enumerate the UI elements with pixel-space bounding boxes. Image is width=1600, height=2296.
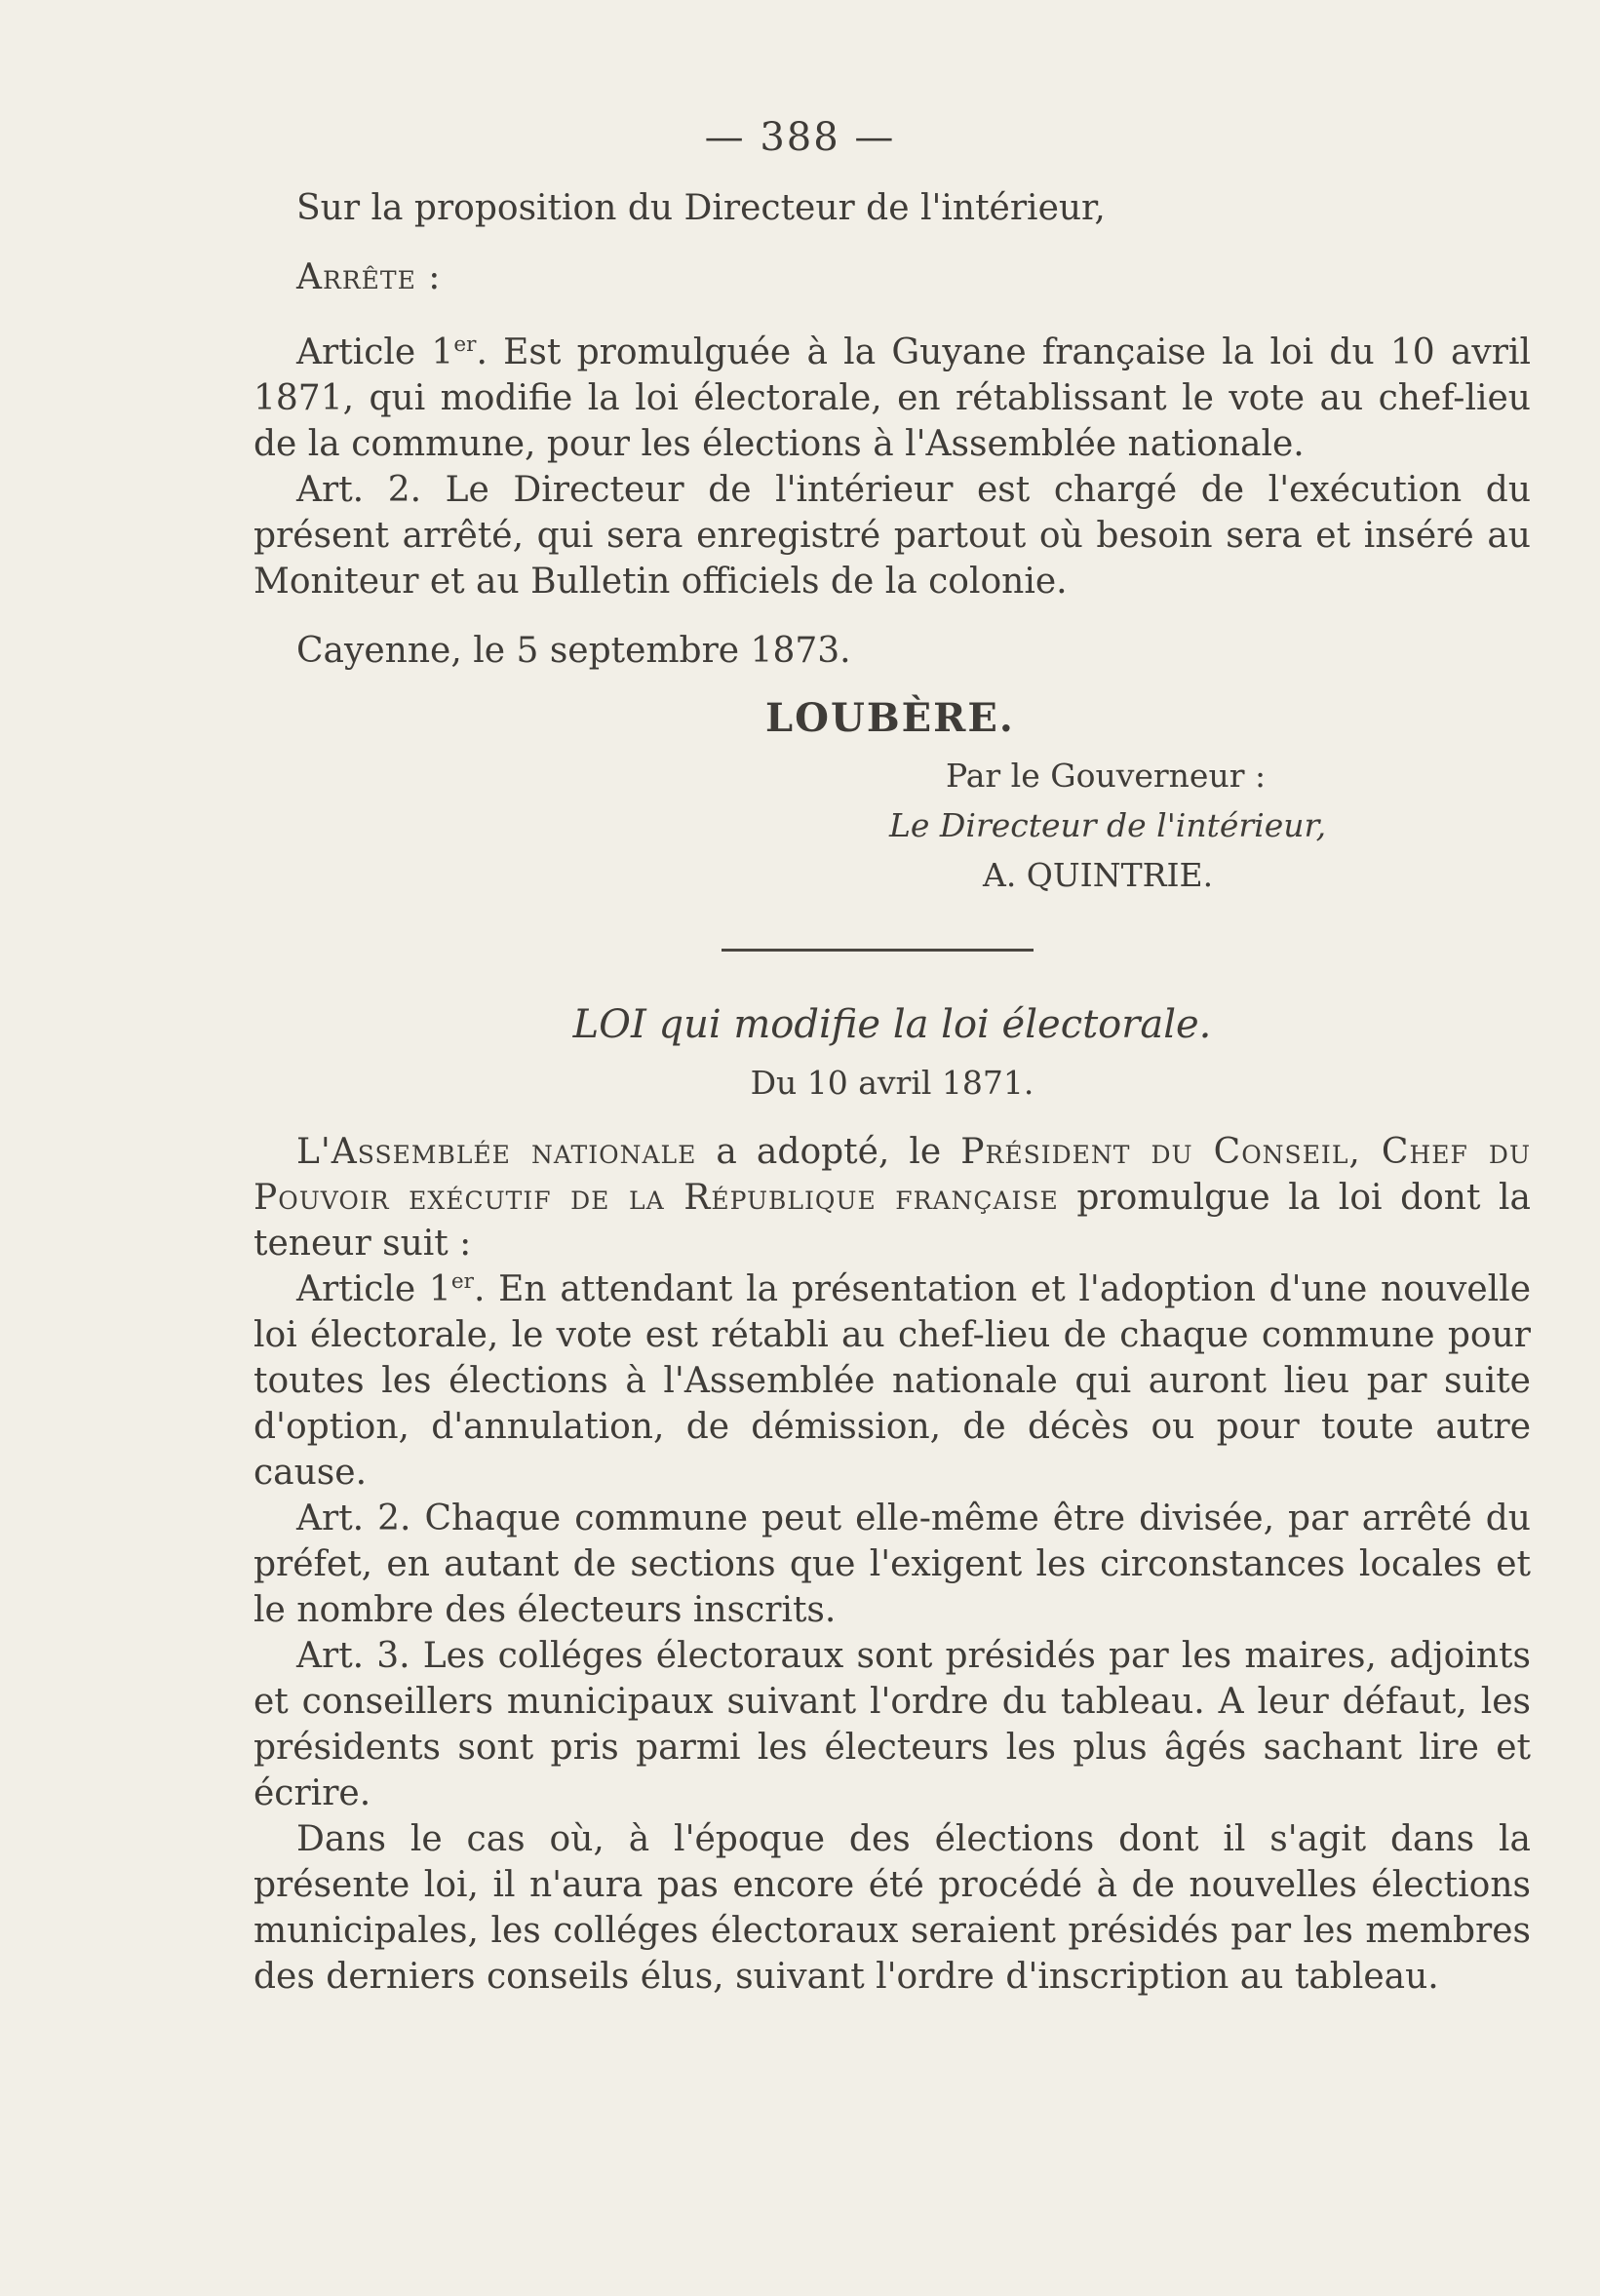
decree-article-1 xyxy=(254,330,1531,467)
law-article-1 xyxy=(254,1266,1531,1496)
decree-director-name: A. QUINTRIE. xyxy=(983,856,1214,894)
law-intro-mid: a adopté, le xyxy=(696,1132,961,1172)
section-divider xyxy=(722,949,1034,952)
decree-director-title: Le Directeur de l'intérieur, xyxy=(889,806,1327,844)
decree-signer: LOUBÈRE. xyxy=(765,695,1015,741)
law-title-loi: LOI xyxy=(572,1002,646,1047)
decree-place-date: Cayenne, le 5 septembre 1873. xyxy=(296,631,851,671)
decree-article-1-text: . Est promulguée à la Guyane française la loi du 10 avril 1871, qui modifie la loi électorale, en rétablissant le vote au chef-lieu de la commune, pour les élections à l'Assemblée nationale. xyxy=(254,332,1532,464)
decree-article-1-sup: er xyxy=(453,332,477,357)
law-title xyxy=(254,1002,1531,1048)
decree-by-line: Par le Gouverneur : xyxy=(946,757,1267,795)
law-intro-assemblee: L'Assemblée nationale xyxy=(296,1132,697,1172)
law-article-3: Art. 3. Les colléges électoraux sont présidés par les maires, adjoints et conseillers municipaux suivant l'ordre du tableau. A leur défaut, les présidents sont pris parmi les électeurs les plus âgés sachant lire et écrire. xyxy=(254,1636,1531,1813)
decree-preamble: Sur la proposition du Directeur de l'intérieur, xyxy=(296,188,1106,228)
law-intro-end: promulgue la loi dont la teneur suit : xyxy=(254,1178,1532,1264)
decree-arrete-label: Arrête : xyxy=(296,257,442,297)
law-article-1-text: . En attendant la présentation et l'adoption d'une nouvelle loi électorale, le vote est rétabli au chef-lieu de chaque commune pour toutes les élections à l'Assemblée nationale qui auront lieu par suite d'option, d'annulation, de démission, de décès ou pour toute autre cause. xyxy=(254,1269,1532,1493)
decree-article-2: Art. 2. Le Directeur de l'intérieur est chargé de l'exécution du présent arrêté, qui sera enregistré partout où besoin sera et inséré au Moniteur et au Bulletin officiels de la colonie. xyxy=(254,470,1531,602)
law-article-1-sup: er xyxy=(450,1269,474,1294)
law-final-paragraph: Dans le cas où, à l'époque des élections dont il s'agit dans la présente loi, il n'aura pas encore été procédé à de nouvelles élections municipales, les colléges électoraux seraient présidés par les membres des derniers conseils élus, suivant l'ordre d'inscription au tableau. xyxy=(254,1819,1531,1997)
law-article-2: Art. 2. Chaque commune peut elle-même être divisée, par arrêté du préfet, en autant de sections que l'exigent les circonstances locales et le nombre des électeurs inscrits. xyxy=(254,1498,1531,1630)
law-intro-president: Président du Conseil, Chef du Pouvoir exécutif de la République française xyxy=(254,1132,1532,1218)
page-number: — 388 — xyxy=(704,115,896,160)
law-intro xyxy=(254,1129,1531,1266)
page-body xyxy=(254,185,1531,2000)
law-date: Du 10 avril 1871. xyxy=(750,1064,1034,1102)
decree-article-1-label: Article 1 xyxy=(296,332,454,372)
law-title-rest: qui modifie la loi électorale. xyxy=(645,1002,1212,1047)
law-article-1-label: Article 1 xyxy=(296,1269,451,1309)
